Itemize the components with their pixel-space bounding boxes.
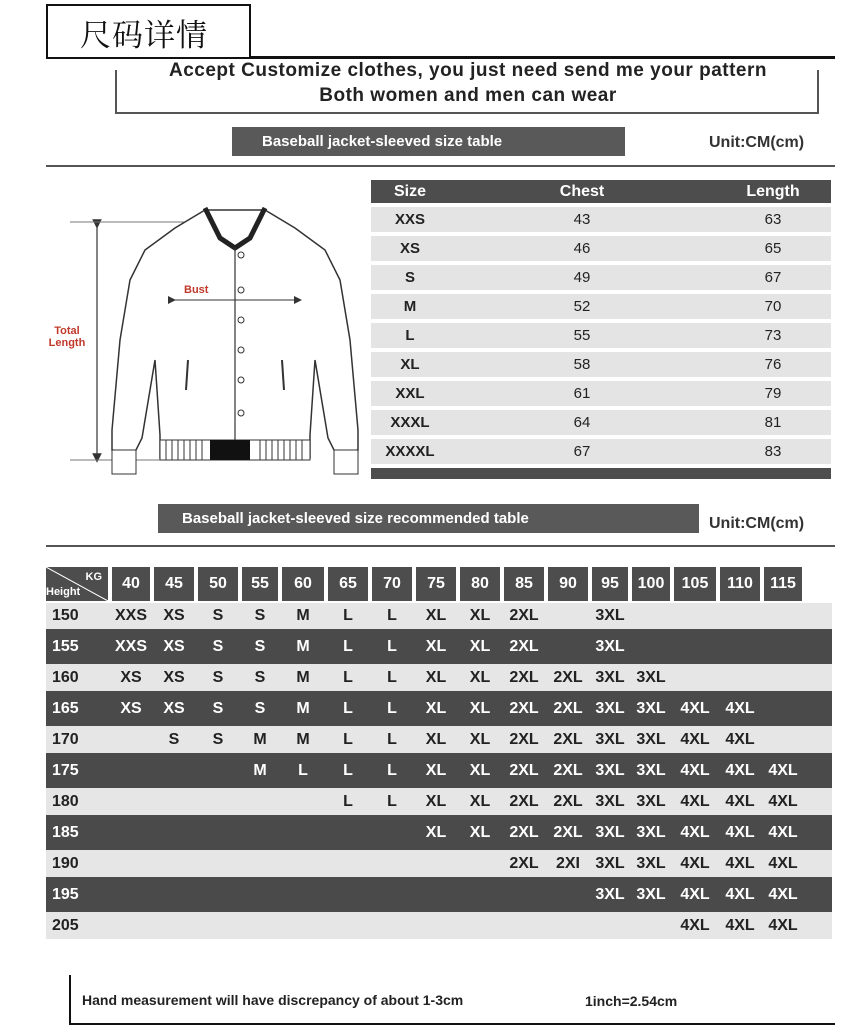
size-cell: 4XL <box>680 699 710 717</box>
size-cell: XL <box>469 699 491 717</box>
size-cell: XS <box>120 699 142 717</box>
size-cell: 4XL <box>725 854 755 872</box>
size-cell: 2XL <box>509 699 539 717</box>
size-cell: 2XL <box>553 668 583 686</box>
size-cell: XL <box>400 356 420 373</box>
table-row <box>371 381 831 406</box>
title-divider <box>251 56 835 59</box>
size-cell: XL <box>425 668 447 686</box>
size-cell: 4XL <box>768 823 798 841</box>
kg-header-cell: 45 <box>154 567 194 601</box>
size-cell: XL <box>425 792 447 810</box>
size-cell: 4XL <box>768 761 798 779</box>
table-row <box>46 753 832 788</box>
table-row <box>46 629 832 664</box>
banner-text-line1: Accept Customize clothes, you just need send me your pattern <box>168 60 767 81</box>
recommended-table-header: Baseball jacket-sleeved size recommended table <box>158 504 699 533</box>
recommended-table-unit: Unit:CM(cm) <box>709 515 805 532</box>
size-cell: 3XL <box>595 637 625 655</box>
size-cell: 3XL <box>595 885 625 903</box>
kg-header-cell: 105 <box>674 567 716 601</box>
size-cell: XL <box>425 699 447 717</box>
size-cell: S <box>168 730 180 748</box>
corner-kg-label: KG <box>85 571 102 583</box>
corner-height-label: Height <box>46 586 81 598</box>
size-cell: XS <box>163 637 185 655</box>
size-cell: XL <box>425 607 447 624</box>
kg-header-cell: 75 <box>416 567 456 601</box>
table-row <box>46 788 832 815</box>
table-row <box>46 664 832 691</box>
size-cell: 3XL <box>595 854 625 872</box>
size-cell: L <box>343 637 353 655</box>
total-label-line1: Total <box>54 325 80 337</box>
size-cell: XXXL <box>390 414 430 431</box>
chest-cell: 52 <box>573 298 591 315</box>
kg-header-cell: 85 <box>504 567 544 601</box>
size-cell: 2XI <box>555 854 580 872</box>
size-cell: 4XL <box>725 823 755 841</box>
size-cell: L <box>387 607 397 624</box>
length-cell: 67 <box>764 269 782 286</box>
size-cell: 3XL <box>636 761 666 779</box>
size-table-header: Baseball jacket-sleeved size table <box>232 127 625 156</box>
size-cell: L <box>387 730 397 748</box>
size-cell: XL <box>469 761 491 779</box>
height-cell: 175 <box>52 761 79 779</box>
size-cell: XL <box>469 730 491 748</box>
size-cell: 4XL <box>725 699 755 717</box>
size-cell: S <box>212 699 224 717</box>
table-row <box>46 691 832 726</box>
kg-header-cell: 55 <box>242 567 278 601</box>
inch-conversion: 1inch=2.54cm <box>585 993 678 1009</box>
size-cell: L <box>298 761 308 779</box>
length-cell: 79 <box>764 385 782 402</box>
size-cell: XS <box>120 668 142 686</box>
size-cell: L <box>387 699 397 717</box>
size-cell: 4XL <box>768 885 798 903</box>
size-cell: M <box>296 637 310 655</box>
table-row <box>371 410 831 435</box>
size-cell: 4XL <box>680 916 710 934</box>
size-cell: 4XL <box>680 823 710 841</box>
size-cell: 3XL <box>636 854 666 872</box>
size-cell: XL <box>469 668 491 686</box>
size-cell: S <box>254 668 266 686</box>
kg-header-cell: 40 <box>112 567 150 601</box>
size-cell: 2XL <box>509 607 539 624</box>
size-cell: S <box>254 699 266 717</box>
size-cell: 4XL <box>680 761 710 779</box>
height-cell: 205 <box>52 916 79 934</box>
section-divider-2 <box>46 545 835 547</box>
chest-cell: 55 <box>573 327 591 344</box>
size-cell: L <box>387 637 397 655</box>
col-header-length: Length <box>746 182 800 200</box>
size-cell: XXS <box>114 607 147 624</box>
size-cell: L <box>343 668 353 686</box>
size-cell: 4XL <box>725 916 755 934</box>
kg-header-cell: 50 <box>198 567 238 601</box>
size-cell: 2XL <box>553 730 583 748</box>
size-cell: 2XL <box>509 637 539 655</box>
size-cell: L <box>343 761 353 779</box>
height-cell: 190 <box>52 854 79 872</box>
size-cell: 3XL <box>636 699 666 717</box>
size-cell: 2XL <box>509 730 539 748</box>
length-cell: 76 <box>764 356 782 373</box>
size-cell: 4XL <box>725 730 755 748</box>
size-cell: XS <box>163 699 185 717</box>
size-cell: L <box>387 792 397 810</box>
bust-label: Bust <box>184 284 209 296</box>
size-cell: 3XL <box>595 668 625 686</box>
size-cell: 3XL <box>636 668 666 686</box>
size-cell: L <box>387 761 397 779</box>
size-cell: M <box>253 730 267 748</box>
size-cell: 4XL <box>680 730 710 748</box>
size-cell: 3XL <box>595 761 625 779</box>
size-cell: XS <box>163 668 185 686</box>
length-cell: 83 <box>764 443 782 460</box>
size-cell: 3XL <box>636 792 666 810</box>
kg-header-cell: 95 <box>592 567 628 601</box>
size-cell: 4XL <box>680 792 710 810</box>
size-cell: 3XL <box>595 730 625 748</box>
size-cell: 3XL <box>595 699 625 717</box>
size-cell: M <box>296 699 310 717</box>
kg-header-cell: 115 <box>764 567 802 601</box>
size-cell: 2XL <box>553 823 583 841</box>
table-row <box>371 323 831 348</box>
size-cell: 4XL <box>680 854 710 872</box>
chest-cell: 58 <box>573 356 591 373</box>
height-cell: 150 <box>52 607 79 624</box>
table-row <box>371 236 831 261</box>
size-cell: M <box>403 298 417 315</box>
size-cell: XL <box>469 823 491 841</box>
size-cell: XS <box>163 607 185 624</box>
size-cell: M <box>253 761 267 779</box>
table-row <box>46 912 832 939</box>
size-cell: M <box>296 607 310 624</box>
size-cell: S <box>404 269 415 286</box>
banner-text-line2: Both women and men can wear <box>319 85 617 106</box>
chest-cell: 49 <box>573 269 591 286</box>
size-cell: 2XL <box>509 761 539 779</box>
size-cell: M <box>296 730 310 748</box>
size-cell: XL <box>469 637 491 655</box>
size-cell: XL <box>425 823 447 841</box>
size-table-unit: Unit:CM(cm) <box>709 134 805 151</box>
recommended-table-head <box>46 567 832 601</box>
size-cell: XS <box>399 240 420 257</box>
table-row <box>371 439 831 464</box>
height-cell: 195 <box>52 885 79 903</box>
size-cell: S <box>254 607 266 624</box>
size-cell: 4XL <box>768 792 798 810</box>
size-cell: M <box>296 668 310 686</box>
table-row <box>371 352 831 377</box>
size-cell: 3XL <box>636 823 666 841</box>
table-row <box>46 815 832 850</box>
size-cell: 4XL <box>725 761 755 779</box>
total-label-line2: Length <box>48 337 86 349</box>
size-cell: 2XL <box>553 792 583 810</box>
size-cell: S <box>212 607 224 624</box>
height-cell: 155 <box>52 637 79 655</box>
size-cell: 2XL <box>509 823 539 841</box>
chest-cell: 64 <box>573 414 591 431</box>
chest-cell: 43 <box>573 211 591 228</box>
chest-cell: 67 <box>573 443 591 460</box>
size-cell: L <box>343 699 353 717</box>
kg-header-cell: 65 <box>328 567 368 601</box>
table-row <box>46 603 832 629</box>
recommended-table <box>46 567 832 939</box>
table-row <box>371 265 831 290</box>
size-cell: 3XL <box>595 792 625 810</box>
size-cell: XL <box>425 730 447 748</box>
jacket-diagram <box>60 200 370 480</box>
kg-header-cell: 60 <box>282 567 324 601</box>
size-cell: 4XL <box>768 916 798 934</box>
size-cell: S <box>212 637 224 655</box>
size-table-footer-bar <box>371 468 831 479</box>
size-cell: 4XL <box>725 885 755 903</box>
size-cell: XL <box>425 761 447 779</box>
table-row <box>371 294 831 319</box>
height-cell: 185 <box>52 823 79 841</box>
size-cell: XXS <box>114 637 147 655</box>
length-cell: 81 <box>764 414 782 431</box>
kg-header-cell: 90 <box>548 567 588 601</box>
size-cell: 2XL <box>509 668 539 686</box>
size-cell: 3XL <box>636 730 666 748</box>
size-cell: XXL <box>395 385 425 402</box>
corner-cell <box>46 567 108 601</box>
size-cell: XL <box>469 792 491 810</box>
size-cell: 3XL <box>636 885 666 903</box>
size-cell: 4XL <box>680 885 710 903</box>
size-cell: 2XL <box>509 792 539 810</box>
kg-header-cell: 70 <box>372 567 412 601</box>
size-cell: S <box>254 637 266 655</box>
length-cell: 65 <box>764 240 782 257</box>
size-cell: L <box>343 607 353 624</box>
size-cell: 3XL <box>595 823 625 841</box>
table-row <box>46 726 832 753</box>
length-cell: 70 <box>764 298 782 315</box>
length-cell: 73 <box>764 327 782 344</box>
size-cell: 2XL <box>553 699 583 717</box>
size-cell: L <box>343 792 353 810</box>
size-cell: 3XL <box>595 607 625 624</box>
table-row <box>46 877 832 912</box>
size-cell: S <box>212 730 224 748</box>
size-cell: L <box>405 327 415 344</box>
size-cell: XL <box>469 607 491 624</box>
size-cell: XXXXL <box>385 443 435 460</box>
size-cell: L <box>387 668 397 686</box>
height-cell: 180 <box>52 792 79 810</box>
section-divider-1 <box>46 165 835 167</box>
height-cell: 170 <box>52 730 79 748</box>
col-header-size: Size <box>393 182 426 200</box>
size-table-head <box>371 180 831 203</box>
measurement-note: Hand measurement will have discrepancy of about 1-3cm <box>82 992 464 1008</box>
height-cell: 165 <box>52 699 79 717</box>
chest-cell: 61 <box>573 385 591 402</box>
total-length-label <box>46 325 88 349</box>
page-title: 尺码详情 <box>80 18 208 54</box>
size-cell: 4XL <box>725 792 755 810</box>
height-cell: 160 <box>52 668 79 686</box>
col-header-chest: Chest <box>559 182 605 200</box>
size-table <box>371 180 831 479</box>
table-row <box>371 207 831 232</box>
size-cell: XL <box>425 637 447 655</box>
table-row <box>46 850 832 877</box>
kg-header-cell: 80 <box>460 567 500 601</box>
size-cell: XXS <box>394 211 425 228</box>
kg-header-cell: 110 <box>720 567 760 601</box>
chest-cell: 46 <box>573 240 591 257</box>
size-cell: S <box>212 668 224 686</box>
length-cell: 63 <box>764 211 782 228</box>
size-cell: 4XL <box>768 854 798 872</box>
kg-header-cell: 100 <box>632 567 670 601</box>
size-cell: 2XL <box>509 854 539 872</box>
size-cell: L <box>343 730 353 748</box>
size-cell: 2XL <box>553 761 583 779</box>
